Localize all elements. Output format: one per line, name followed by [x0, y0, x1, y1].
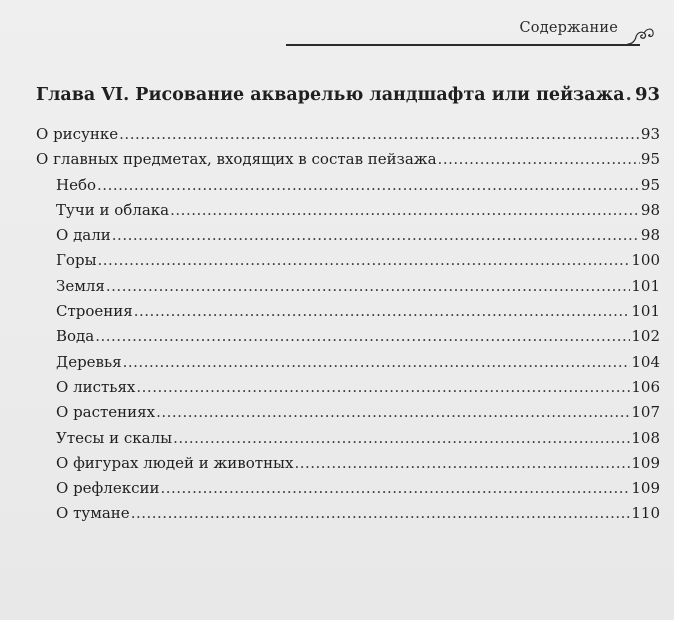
- dot-leader: [119, 125, 640, 143]
- dot-leader: [131, 504, 631, 522]
- toc-entry-page-number: 102: [631, 327, 660, 346]
- toc-entry-page-number: 110: [631, 504, 660, 523]
- toc-entry-title: О рефлексии: [56, 479, 160, 498]
- dot-leader: [294, 454, 630, 472]
- toc-entry[interactable]: [36, 504, 660, 529]
- toc-entry[interactable]: [36, 201, 660, 226]
- toc-entry-title: О листьях: [56, 377, 136, 396]
- toc-entry-page-number: 108: [631, 428, 660, 447]
- toc-entry[interactable]: [36, 302, 660, 327]
- dot-leader: [97, 176, 640, 194]
- dot-leader: [95, 327, 630, 345]
- toc-entry[interactable]: [36, 429, 660, 454]
- toc-entry-page-number: 107: [631, 403, 660, 422]
- toc-entry[interactable]: [36, 125, 660, 150]
- toc-entry[interactable]: [36, 454, 660, 479]
- toc-entry-title: Строения: [56, 302, 133, 321]
- toc-entry[interactable]: [36, 327, 660, 352]
- toc-entry[interactable]: [36, 150, 660, 175]
- toc-entry-page-number: 104: [631, 352, 660, 371]
- toc-entry-title: О фигурах людей и животных: [56, 453, 294, 472]
- dot-leader: [123, 353, 631, 371]
- toc-entry-title: Тучи и облака: [56, 200, 170, 219]
- toc-entry[interactable]: [36, 353, 660, 378]
- toc-entries: [36, 125, 660, 530]
- dot-leader: [160, 479, 630, 497]
- toc-entry-page-number: 101: [631, 276, 660, 295]
- toc-entry-title: Небо: [56, 175, 97, 194]
- toc-entry-page-number: 109: [631, 453, 660, 472]
- toc-entry-title: О тумане: [56, 504, 130, 523]
- dot-leader: [106, 277, 630, 295]
- dot-leader: [170, 201, 640, 219]
- dot-leader: [98, 251, 631, 269]
- toc-entry[interactable]: [36, 479, 660, 504]
- scroll-flourish-icon: [626, 22, 656, 48]
- dot-leader: [626, 85, 634, 105]
- dot-leader: [173, 429, 630, 447]
- toc-entry-title: О главных предметах, входящих в состав пейзажа: [36, 150, 437, 169]
- toc-entry-page-number: 93: [640, 125, 660, 143]
- toc-entry-title: Утесы и скалы: [56, 428, 173, 447]
- toc-entry-page-number: 100: [631, 251, 660, 270]
- header-title: Содержание: [519, 20, 618, 36]
- toc-entry-title: Деревья: [56, 352, 122, 371]
- toc-entry-page-number: 109: [631, 479, 660, 498]
- chapter-title: Глава VI. Рисование акварелью ландшафта или пейзажа: [36, 85, 625, 105]
- toc-entry-title: Земля: [56, 276, 105, 295]
- dot-leader: [156, 403, 630, 421]
- toc-entry[interactable]: [36, 277, 660, 302]
- toc-entry-title: О растениях: [56, 403, 156, 422]
- running-header: [0, 0, 674, 60]
- dot-leader: [136, 378, 630, 396]
- toc-entry-title: О дали: [56, 226, 111, 245]
- toc-entry-page-number: 101: [631, 302, 660, 321]
- toc-entry[interactable]: [36, 176, 660, 201]
- toc-entry-title: Вода: [56, 327, 95, 346]
- toc-entry-page-number: 95: [640, 175, 660, 194]
- header-rule: [286, 44, 640, 46]
- toc-entry-title: Горы: [56, 251, 97, 270]
- toc-entry-page-number: 95: [640, 150, 660, 169]
- toc-entry-page-number: 106: [631, 377, 660, 396]
- toc-entry[interactable]: [36, 251, 660, 276]
- toc-entry[interactable]: [36, 378, 660, 403]
- table-of-contents: [36, 84, 660, 530]
- toc-entry[interactable]: [36, 403, 660, 428]
- toc-entry-page-number: 98: [640, 200, 660, 219]
- dot-leader: [134, 302, 631, 320]
- toc-entry[interactable]: [36, 226, 660, 251]
- toc-chapter-heading[interactable]: [36, 84, 660, 114]
- chapter-page-number: 93: [634, 84, 660, 105]
- dot-leader: [438, 150, 640, 168]
- dot-leader: [112, 226, 640, 244]
- toc-entry-page-number: 98: [640, 226, 660, 245]
- toc-entry-title: О рисунке: [36, 125, 119, 143]
